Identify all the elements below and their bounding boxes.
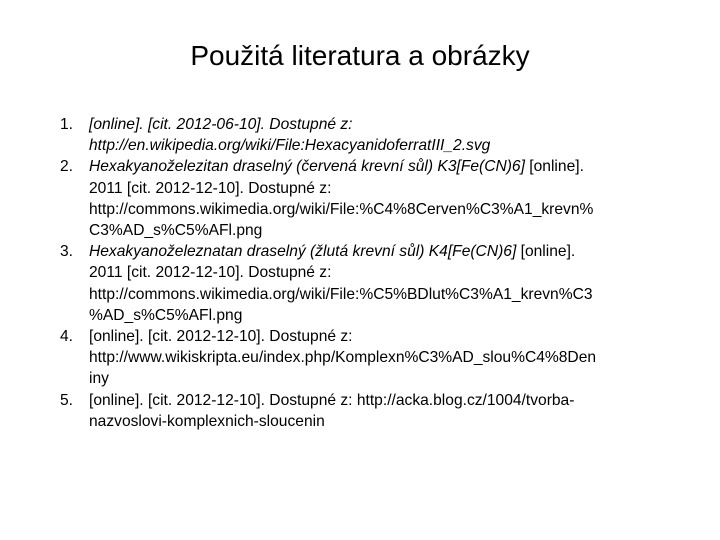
reference-number: 1. <box>60 116 74 133</box>
slide-title: Použitá literatura a obrázky <box>190 40 530 71</box>
reference-text: 2011 [cit. 2012-12-10]. Dostupné z: <box>89 179 332 197</box>
reference-number: 4. <box>60 328 74 346</box>
reference-item-5 <box>56 390 686 432</box>
reference-title-italic: Hexakyanoželezitan draselný (červená krevní sůl) K3[Fe(CN)6] <box>89 158 525 176</box>
reference-title-italic: Hexakyanoželeznatan draselný (žlutá krevní sůl) K4[Fe(CN)6] <box>89 243 517 261</box>
reference-url: iny <box>89 370 109 388</box>
reference-text: [online]. [cit. 2012-12-10]. Dostupné z: http://acka.blog.cz/1004/tvorba- <box>89 391 575 409</box>
reference-number: 5. <box>60 391 74 409</box>
reference-text: [online]. <box>516 243 576 261</box>
reference-text-italic: [online]. [cit. 2012-06-10]. Dostupné z: <box>89 116 353 133</box>
reference-url: C3%AD_s%C5%AFl.png <box>89 222 263 240</box>
reference-item-3 <box>56 241 686 326</box>
reference-url: http://commons.wikimedia.org/wiki/File:%C5%BDlut%C3%A1_krevn%C3 <box>89 285 593 303</box>
reference-text: [online]. <box>524 158 584 176</box>
reference-list <box>56 114 686 432</box>
reference-number: 2. <box>60 158 74 176</box>
reference-url-italic: http://en.wikipedia.org/wiki/File:Hexacyanidoferrat <box>89 137 432 155</box>
reference-url: http://www.wikiskripta.eu/index.php/Komplexn%C3%AD_slou%C4%8Den <box>89 349 597 367</box>
reference-url: %AD_s%C5%AFl.png <box>89 306 243 324</box>
reference-item-1 <box>56 114 686 156</box>
reference-text: 2011 [cit. 2012-12-10]. Dostupné z: <box>89 264 332 282</box>
reference-url-italic: III_2.svg <box>431 137 491 155</box>
reference-item-4 <box>56 326 686 390</box>
reference-number: 3. <box>60 243 74 261</box>
reference-text: [online]. [cit. 2012-12-10]. Dostupné z: <box>89 328 353 346</box>
reference-url: nazvoslovi-komplexnich-sloucenin <box>89 412 325 430</box>
reference-item-2 <box>56 156 686 241</box>
reference-url: http://commons.wikimedia.org/wiki/File:%C4%8Cerven%C3%A1_krevn% <box>89 200 594 218</box>
